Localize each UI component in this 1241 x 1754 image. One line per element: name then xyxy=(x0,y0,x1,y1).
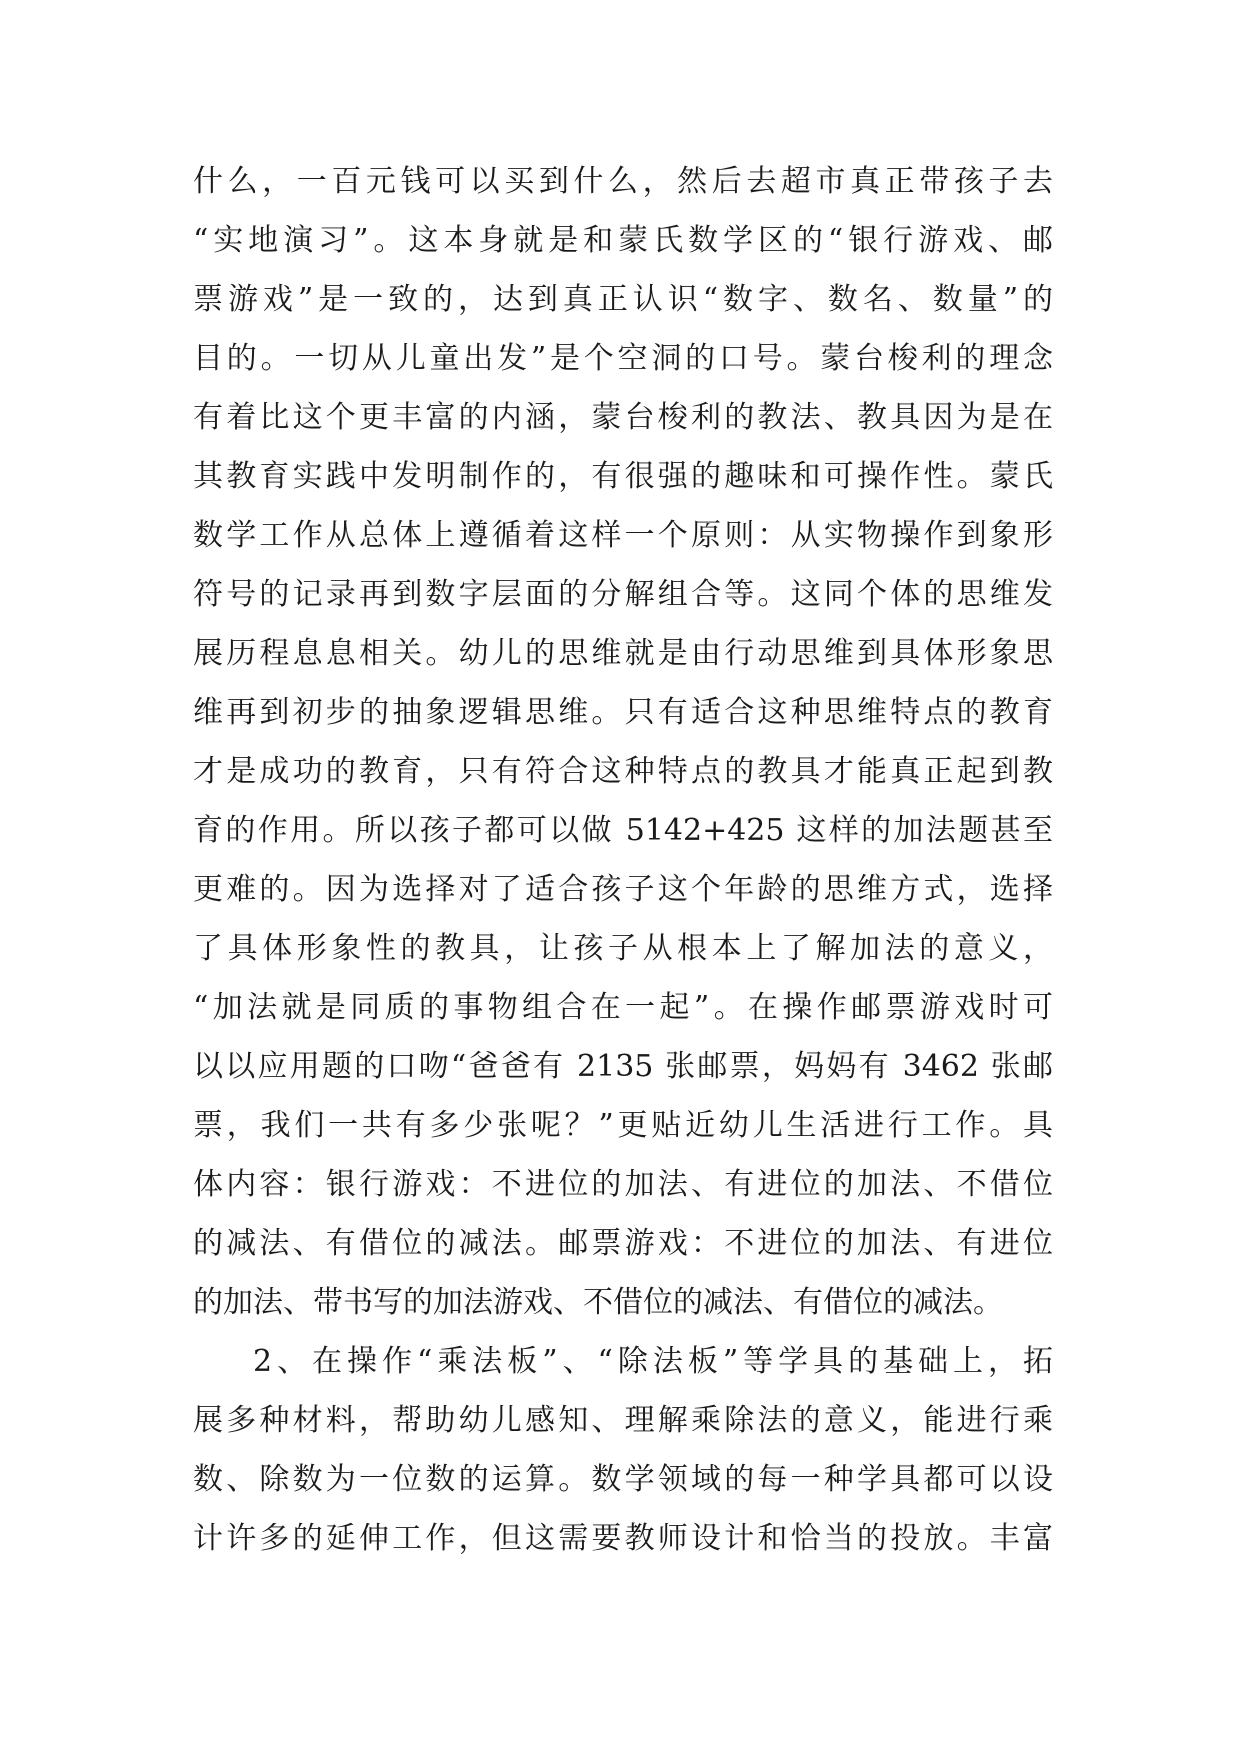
text-line: 目的。一切从儿童出发”是个空洞的口号。蒙台梭利的理念 xyxy=(193,341,1053,376)
text-line: 更难的。因为选择对了适合孩子这个年龄的思维方式，选择 xyxy=(193,872,1053,907)
text-line: 票游戏”是一致的，达到真正认识“数字、数名、数量”的 xyxy=(193,282,1053,317)
text-line: 什么，一百元钱可以买到什么，然后去超市真正带孩子去 xyxy=(193,164,1053,199)
text-line: 数、除数为一位数的运算。数学领域的每一种学具都可以设 xyxy=(193,1462,1053,1497)
text-line-paragraph-start: 2、在操作“乘法板”、“除法板”等学具的基础上，拓 xyxy=(253,1344,1053,1379)
text-line: 了具体形象性的教具，让孩子从根本上了解加法的意义， xyxy=(193,931,1053,966)
text-line: 才是成功的教育，只有符合这种特点的教具才能真正起到教 xyxy=(193,754,1053,789)
text-line: 其教育实践中发明制作的，有很强的趣味和可操作性。蒙氏 xyxy=(193,459,1053,494)
text-line: 符号的记录再到数字层面的分解组合等。这同个体的思维发 xyxy=(193,577,1053,612)
text-line: 体内容：银行游戏：不进位的加法、有进位的加法、不借位 xyxy=(193,1167,1053,1202)
text-line: 展多种材料，帮助幼儿感知、理解乘除法的意义，能进行乘 xyxy=(193,1403,1053,1438)
text-line: 以以应用题的口吻“爸爸有 2135 张邮票，妈妈有 3462 张邮 xyxy=(193,1049,1053,1084)
text-line-paragraph-end: 的加法、带书写的加法游戏、不借位的减法、有借位的减法。 xyxy=(193,1285,1003,1320)
text-line: 展历程息息相关。幼儿的思维就是由行动思维到具体形象思 xyxy=(193,636,1053,671)
text-line: 票，我们一共有多少张呢？”更贴近幼儿生活进行工作。具 xyxy=(193,1108,1053,1143)
text-line: 有着比这个更丰富的内涵，蒙台梭利的教法、教具因为是在 xyxy=(193,400,1053,435)
text-line: “实地演习”。这本身就是和蒙氏数学区的“银行游戏、邮 xyxy=(193,223,1053,258)
text-line: 数学工作从总体上遵循着这样一个原则：从实物操作到象形 xyxy=(193,518,1053,553)
text-line: “加法就是同质的事物组合在一起”。在操作邮票游戏时可 xyxy=(193,990,1053,1025)
text-line: 的减法、有借位的减法。邮票游戏：不进位的加法、有进位 xyxy=(193,1226,1053,1261)
body-text xyxy=(193,152,1053,1568)
text-line: 育的作用。所以孩子都可以做 5142+425 这样的加法题甚至 xyxy=(193,813,1053,848)
text-line: 维再到初步的抽象逻辑思维。只有适合这种思维特点的教育 xyxy=(193,695,1053,730)
text-line: 计许多的延伸工作，但这需要教师设计和恰当的投放。丰富 xyxy=(193,1521,1053,1556)
